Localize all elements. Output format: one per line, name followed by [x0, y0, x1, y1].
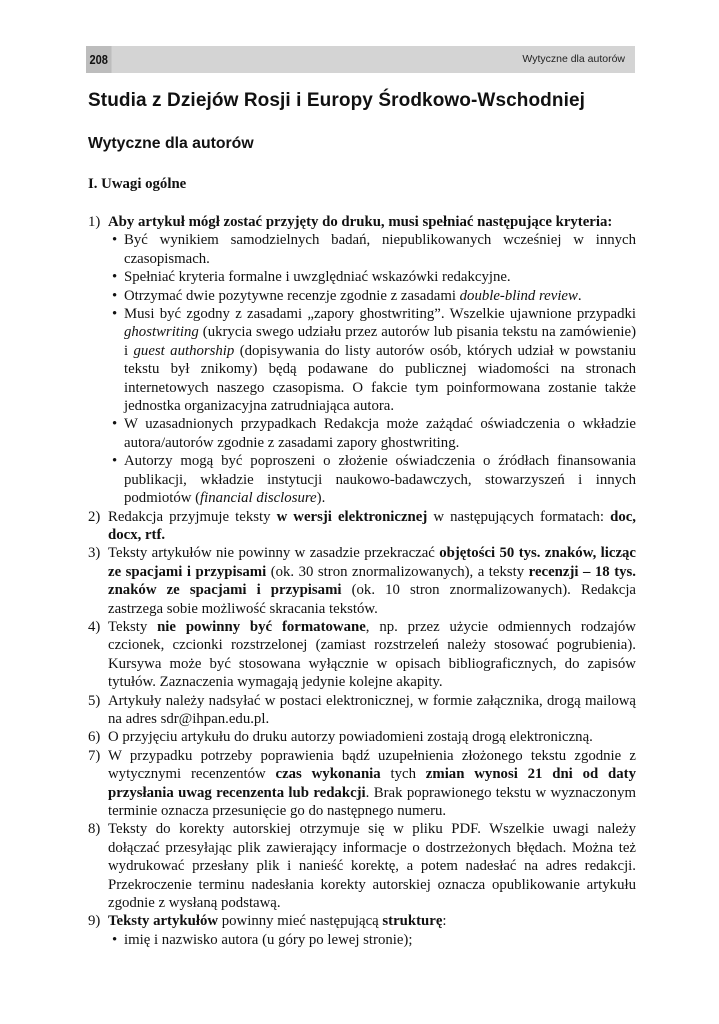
text-run: Teksty — [108, 618, 158, 635]
item-text — [108, 912, 636, 930]
text-run: czas wykonania — [275, 766, 381, 783]
text-run: double-blind review — [459, 287, 578, 304]
page-number: 208 — [86, 46, 112, 73]
item-text — [108, 508, 636, 545]
list-item — [88, 213, 636, 508]
text-run: tych — [380, 766, 426, 783]
text-run: Autorzy mogą być poproszeni o złożenie oświadczenia o źródłach finansowania publikacji, wkładzie instytucji naukowo-badawczych, stowarzyszeń i innych podmiotów ( — [124, 453, 636, 507]
text-run: O przyjęciu artykułu do druku autorzy powiadomieni zostają drogą elektroniczną. — [108, 729, 593, 746]
section-heading: I. Uwagi ogólne — [88, 176, 187, 192]
text-run: w następujących formatach: — [427, 508, 611, 525]
bullet-list — [108, 931, 636, 949]
text-run: . Brak poprawionego tekstu w wyznaczonym terminie oznacza przesunięcie go do następnego numeru. — [108, 784, 636, 819]
bullet-item — [108, 305, 636, 415]
text-run: (dopisywania do listy autorów osób, których udział w powstaniu tekstu był znikomy) będą podawane do publicznej wiadomości na stronach internetowych naszego czasopisma. O fakcie tym poinformowana zostanie także jednostka organizacyjna zatrudniająca autora. — [124, 342, 637, 415]
text-run: W uzasadnionych przypadkach Redakcja może zażądać oświadczenia o wkładzie autora/autorów zgodnie z zasadami zapory ghostwriting. — [124, 416, 636, 451]
list-item — [88, 728, 636, 746]
guidelines-list — [88, 213, 636, 949]
text-run: Artykuły należy nadsyłać w postaci elektronicznej, w formie załącznika, drogą mailową na adres sdr@ihpan.edu.pl. — [108, 692, 636, 727]
text-run: ). — [316, 490, 326, 507]
bullet-item — [108, 415, 636, 452]
text-run: Teksty artykułów — [108, 913, 219, 930]
bullet-item — [108, 231, 636, 268]
text-run: . — [577, 287, 582, 304]
bullet-list — [108, 231, 636, 507]
item-number: 2) — [88, 508, 101, 525]
bullet-icon: • — [112, 306, 118, 323]
bullet-icon: • — [112, 269, 118, 286]
item-number: 1) — [88, 214, 101, 230]
bullet-item — [108, 452, 636, 507]
text-run: : — [442, 913, 447, 930]
item-number: 5) — [88, 692, 101, 709]
running-header — [86, 46, 635, 73]
text-run: (ok. 30 stron znormalizowanych), a teksty — [266, 563, 529, 580]
list-item — [88, 544, 636, 618]
item-text — [108, 728, 636, 746]
text-run: zmian wynosi 21 dni od daty przysłania uwag recenzenta lub redakcji — [108, 766, 636, 801]
item-text — [108, 213, 636, 231]
text-run: Teksty artykułów nie powinny w zasadzie przekraczać — [108, 545, 440, 562]
list-item — [88, 692, 636, 729]
text-run: Aby artykuł mógł zostać przyjęty do druku, musi spełniać następujące kryteria: — [108, 214, 613, 230]
bullet-icon: • — [112, 931, 118, 948]
list-item — [88, 747, 636, 821]
text-run: Teksty do korekty autorskiej otrzymuje się w pliku PDF. Wszelkie uwagi należy dołączać przesyłając plik zawierający informacje o dostrzeżonych błędach. Można też wydrukować przesłany plik i nanieść korektę, a potem nadesłać na adres redakcji. Przekroczenie terminu nadesłania korekty autorskiej oznacza opublikowanie artykułu zgodnie z wysłaną podstawą. — [108, 821, 636, 912]
text-run: guest authorship — [133, 342, 235, 359]
bullet-icon: • — [112, 287, 118, 304]
text-run: powinny mieć następującą — [218, 913, 383, 930]
item-number: 9) — [88, 913, 101, 930]
item-text — [108, 747, 636, 821]
item-number: 6) — [88, 729, 101, 746]
text-run: strukturę — [382, 913, 443, 930]
item-number: 3) — [88, 545, 101, 562]
list-item — [88, 508, 636, 545]
text-run: imię i nazwisko autora (u góry po lewej stronie); — [124, 931, 413, 948]
text-run: (ok. 10 stron znormalizowanych). Redakcja zastrzega sobie możliwość skracania tekstów. — [108, 582, 637, 617]
text-run: Spełniać kryteria formalne i uwzględniać wskazówki redakcyjne. — [124, 269, 511, 286]
item-number: 7) — [88, 747, 101, 764]
text-run: Redakcja przyjmuje teksty — [108, 508, 277, 525]
bullet-icon: • — [112, 232, 118, 249]
running-title: Wytyczne dla autorów — [522, 53, 625, 65]
text-run: financial disclosure — [200, 490, 317, 507]
item-text — [108, 692, 636, 729]
bullet-item — [108, 931, 636, 949]
document-subtitle: Wytyczne dla autorów — [88, 135, 254, 152]
list-item — [88, 618, 636, 692]
text-run: Otrzymać dwie pozytywne recenzje zgodnie z zasadami — [124, 287, 460, 304]
list-item — [88, 912, 636, 949]
text-run: ghostwriting — [124, 324, 199, 341]
text-run: (ukrycia swego udziału przez autorów lub pisania tekstu na zamówienie) i — [124, 324, 636, 359]
item-text — [108, 544, 636, 618]
journal-title: Studia z Dziejów Rosji i Europy Środkowo-Wschodniej — [88, 90, 586, 111]
text-run: Musi być zgodny z zasadami „zapory ghostwriting”. Wszelkie ujawnione przypadki — [124, 306, 636, 323]
list-item — [88, 820, 636, 912]
bullet-item — [108, 268, 636, 286]
text-run: W przypadku potrzeby poprawienia bądź uzupełnienia złożonego tekstu zgodnie z wytycznymi recenzentów — [108, 747, 636, 783]
bullet-item — [108, 287, 636, 305]
page-content — [88, 88, 636, 949]
text-run: doc, docx, rtf. — [108, 508, 636, 543]
text-run: nie powinny być formatowane — [157, 618, 366, 635]
text-run: Być wynikiem samodzielnych badań, niepublikowanych wcześniej w innych czasopismach. — [124, 232, 636, 267]
item-text — [108, 820, 636, 912]
item-number: 8) — [88, 821, 101, 838]
text-run: recenzji – 18 tys. znaków ze spacjami i przypisami — [108, 563, 636, 599]
item-text — [108, 618, 636, 692]
item-number: 4) — [88, 618, 101, 635]
text-run: , np. przez użycie odmiennych rodzajów czcionek, czcionki rozstrzelonej (zamiast rozstrzeleń należy stosować pogrubienia). Kursywa może być stosowana wyłącznie w opisach bibliograficznych, do zapisów tytułów. Zaznaczenia wymagają jedynie kolejne akapity. — [108, 618, 636, 691]
text-run: w wersji elektronicznej — [276, 508, 428, 525]
bullet-icon: • — [112, 453, 118, 470]
bullet-icon: • — [112, 416, 118, 433]
text-run: objętości 50 tys. znaków, licząc ze spacjami i przypisami — [108, 545, 636, 580]
